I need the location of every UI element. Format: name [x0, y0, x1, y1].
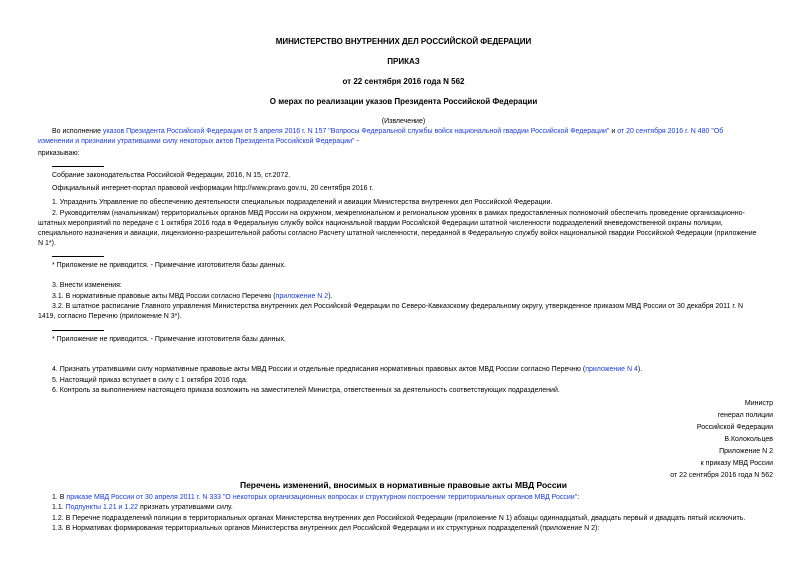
appendix-order-ref: к приказу МВД России [700, 460, 773, 467]
appendix-item-1-1 [52, 503, 233, 512]
appendix-title: Перечень изменений, вносимых в нормативные правовые акты МВД России [239, 480, 568, 490]
appendix-item-1-end: : [577, 494, 580, 501]
paragraph-3: 3. Внести изменения: [52, 282, 122, 289]
footnote-divider [52, 166, 104, 167]
paragraph-5: 5. Настоящий приказ вступает в силу с 1 октября 2016 года. [52, 377, 248, 384]
appendix-4-link[interactable]: приложение N 4 [585, 366, 638, 373]
paragraph-2-line-2: штатных мероприятий по передаче с 1 октября 2016 года в Федеральную службу войск национальной гвардии Российской Федерации штатной численности подразделений вневедомственной охраны полиции, [38, 220, 723, 227]
extract-label: (Извлечение) [381, 118, 426, 125]
appendix-label: Приложение N 2 [719, 448, 773, 455]
paragraph-3-2-line-2: 1419, согласно Перечню (приложение N 3*). [38, 313, 182, 320]
appendix-item-1 [52, 493, 579, 502]
editor-note-1: * Приложение не приводится. - Примечание изготовителя базы данных. [52, 262, 286, 269]
decree-480-link[interactable]: от 20 сентября 2016 г. N 480 "Об [617, 128, 724, 135]
appendix-item-1-1-num: 1.1. [52, 504, 66, 511]
footnote-2: Официальный интернет-портал правовой информации http://www.pravo.gov.ru, 20 сентября 2016 г. [52, 185, 374, 192]
paragraph-6: 6. Контроль за выполнением настоящего приказа возложить на заместителей Министра, ответственных за деятельность соответствующих подразделений. [52, 387, 560, 394]
doc-type-heading: ПРИКАЗ [387, 57, 420, 66]
paragraph-2-line-3: специального назначения и авиации, лицензионно-разрешительной работы согласно Расчету штатной численности, переданной в Федеральную службу войск национальной гвардии Российской Федерации (приложение [38, 230, 757, 237]
order-333-link[interactable]: приказе МВД России от 30 апреля 2011 г. N 333 "О некоторых организационных вопросах и структурном построении территориальных органов МВД России" [66, 494, 578, 501]
paragraph-2-line-1: 2. Руководителям (начальникам) территориальных органов МВД России на окружном, межрегиональном и региональном уровнях в рамках предоставленных полномочий обеспечить проведение организационно- [52, 210, 745, 217]
signature-title: Министр [744, 400, 773, 407]
paragraph-4 [52, 365, 642, 374]
preamble-line-1 [52, 127, 723, 136]
appendix-date-ref: от 22 сентября 2016 года N 562 [670, 472, 773, 479]
paragraph-2-line-4: N 1*). [38, 240, 56, 247]
doc-subject: О мерах по реализации указов Президента Российской Федерации [269, 97, 538, 106]
paragraph-3-1 [52, 292, 332, 301]
paragraph-3-1-text: 3.1. В нормативные правовые акты МВД России согласно Перечню ( [52, 293, 276, 300]
paragraph-3-1-end: ). [328, 293, 333, 300]
note-divider-2 [52, 330, 104, 331]
preamble-text: Во исполнение [52, 128, 103, 135]
paragraph-3-2-line-1: 3.2. В штатное расписание Главного управления Министерства внутренних дел Российской Федерации по Северо-Кавказскому федеральному округу, утвержденное приказом МВД России от 30 декабря 2011 г. N [52, 303, 744, 310]
signature-name: В.Колокольцев [724, 436, 773, 443]
appendix-item-1-text: 1. В [52, 494, 67, 501]
appendix-item-1-2: 1.2. В Перечне подразделений полиции в территориальных органах Министерства внутренних дел Российской Федерации (приложение N 1) абзацы одиннадцатый, двадцать первый и двадцать пятый исключить. [52, 515, 746, 522]
subpoints-link[interactable]: Подпункты 1.21 и 1.22 [65, 504, 139, 511]
footnote-1: Собрание законодательства Российской Федерации, 2016, N 15, ст.2072. [52, 172, 291, 179]
doc-date-number: от 22 сентября 2016 года N 562 [342, 77, 465, 86]
editor-note-2: * Приложение не приводится. - Примечание изготовителя базы данных. [52, 336, 286, 343]
paragraph-4-text: 4. Признать утратившими силу нормативные правовые акты МВД России и отдельные предписания нормативных правовых актов МВД России согласно Перечню ( [52, 366, 586, 373]
appendix-2-link[interactable]: приложение N 2 [275, 293, 329, 300]
appendix-item-1-1-text: признать утратившими силу. [138, 504, 233, 511]
order-word: приказываю: [38, 150, 80, 157]
preamble-dash: - [354, 138, 359, 145]
signature-rank: генерал полиции [717, 412, 773, 419]
paragraph-1: 1. Упразднить Управление по обеспечению деятельности специальных подразделений и авиации Министерства внутренних дел Российской Федерации. [52, 199, 553, 206]
ministry-heading: МИНИСТЕРСТВО ВНУТРЕННИХ ДЕЛ РОССИЙСКОЙ ФЕДЕРАЦИИ [275, 37, 532, 46]
paragraph-4-end: ). [637, 366, 643, 373]
appendix-item-1-3: 1.3. В Нормативах формирования территориальных органов Министерства внутренних дел Российской Федерации и их структурных подразделений (приложение N 2): [52, 525, 600, 532]
preamble-line-2 [38, 137, 359, 146]
note-divider-1 [52, 256, 104, 257]
signature-country: Российской Федерации [696, 424, 773, 431]
preamble-and: и [609, 128, 618, 135]
decree-480-link-cont[interactable]: изменении и признании утратившими силу некоторых актов Президента Российской Федерации" [38, 138, 355, 145]
decree-157-link[interactable]: указов Президента Российской Федерации от 5 апреля 2016 г. N 157 "Вопросы Федеральной службы войск национальной гвардии Российской Федерации" [102, 128, 610, 135]
